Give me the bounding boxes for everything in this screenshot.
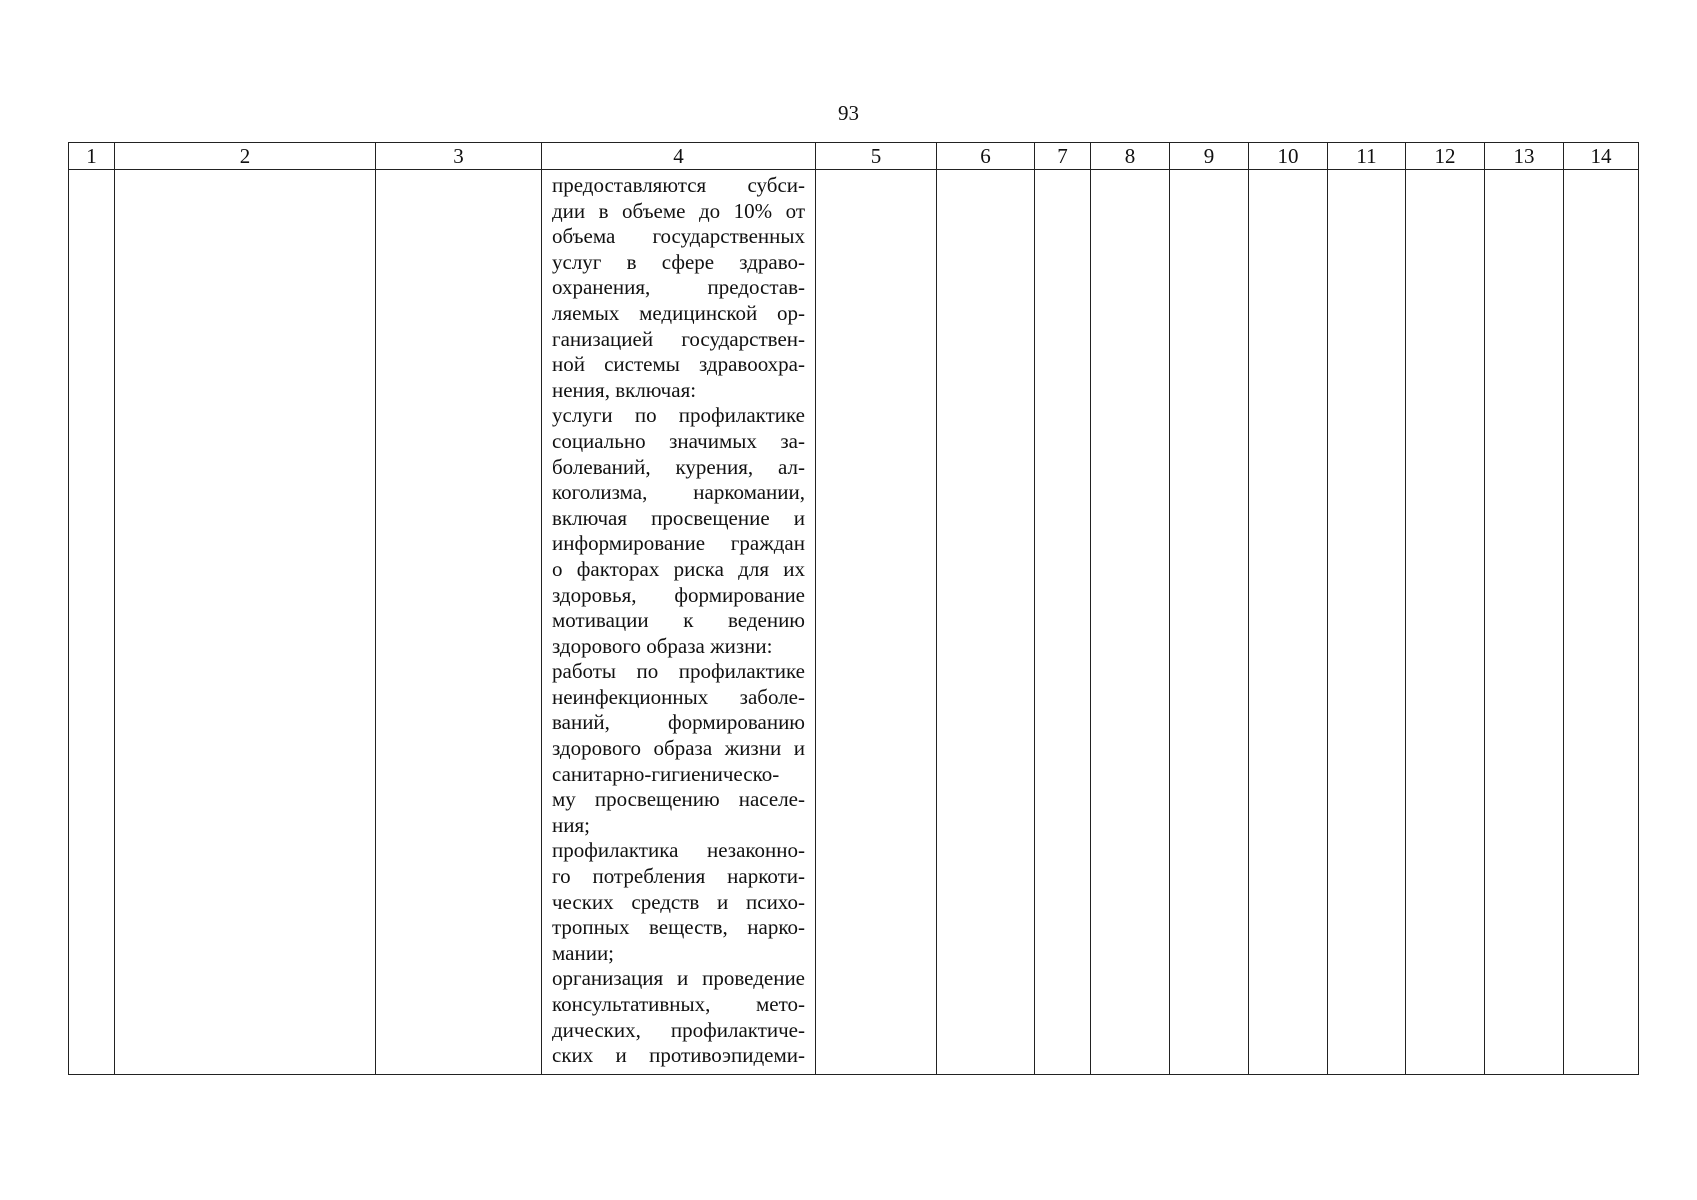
text-line: работы по профилактике [552, 659, 805, 684]
table-cell-col-4 [542, 170, 816, 1075]
text-line: тропных веществ, нарко- [552, 915, 805, 940]
table-cell-col-2 [115, 170, 376, 1075]
text-line: дических, профилактиче- [552, 1017, 805, 1042]
text-line: ческих средств и психо- [552, 889, 805, 914]
text-line: консультативных, мето- [552, 992, 805, 1016]
text-line: услуг в сфере здраво- [552, 249, 805, 274]
table-cell-col-14 [1564, 170, 1639, 1075]
table-cell-col-13 [1485, 170, 1564, 1075]
table-cell-col-6 [937, 170, 1035, 1075]
table-row [69, 170, 1639, 1075]
column-header-3: 3 [376, 143, 542, 170]
text-line: нения, включая: [552, 377, 697, 402]
column-number-row [69, 143, 1639, 170]
column-header-5: 5 [816, 143, 937, 170]
text-line: неинфекционных заболе- [552, 684, 805, 709]
page-number: 93 [838, 101, 859, 125]
table-cell-col-11 [1328, 170, 1406, 1075]
text-line: санитарно-гигиеническо- [552, 761, 780, 786]
text-line: о факторах риска для их [552, 556, 805, 581]
table-cell-col-8 [1091, 170, 1170, 1075]
table-cell-col-12 [1406, 170, 1485, 1075]
table-cell-col-10 [1249, 170, 1328, 1075]
text-line: ния; [552, 812, 590, 837]
text-line: ной системы здравоохра- [552, 352, 805, 377]
column-header-2: 2 [115, 143, 376, 170]
text-line: предоставляются субси- [552, 173, 805, 197]
text-line: мании; [552, 940, 615, 965]
table-cell-col-9 [1170, 170, 1249, 1075]
column-header-8: 8 [1091, 143, 1170, 170]
table-cell-col-7 [1035, 170, 1091, 1075]
table-cell-col-5 [816, 170, 937, 1075]
column-header-1: 1 [69, 143, 115, 170]
text-line: охранения, предостав- [552, 275, 805, 300]
column-header-11: 11 [1328, 143, 1406, 170]
text-line: здорового образа жизни и [552, 736, 805, 761]
text-line: мотивации к ведению [552, 608, 805, 633]
text-line: профилактика незаконно- [552, 838, 805, 863]
column-header-7: 7 [1035, 143, 1091, 170]
text-line: включая просвещение и [552, 505, 805, 530]
text-line: ских и противоэпидеми- [552, 1043, 805, 1068]
table-cell-col-1 [69, 170, 115, 1075]
text-line: социально значимых за- [552, 428, 805, 453]
data-table [68, 142, 1639, 1075]
text-line: го потребления наркоти- [552, 864, 805, 889]
text-line: здорового образа жизни: [552, 633, 773, 658]
column-header-14: 14 [1564, 143, 1639, 170]
text-line: объема государственных [552, 224, 805, 249]
column-header-12: 12 [1406, 143, 1485, 170]
text-line: коголизма, наркомании, [552, 480, 805, 505]
column-header-13: 13 [1485, 143, 1564, 170]
text-line: дии в объеме до 10% от [552, 198, 805, 223]
text-line: здоровья, формирование [552, 582, 805, 607]
column-header-10: 10 [1249, 143, 1328, 170]
text-line: услуги по профилактике [552, 403, 805, 428]
text-line: организация и проведение [552, 966, 805, 991]
cell-text [552, 173, 805, 1069]
table-cell-col-3 [376, 170, 542, 1075]
text-line: болеваний, курения, ал- [552, 454, 805, 479]
column-header-9: 9 [1170, 143, 1249, 170]
text-line: информирование граждан [552, 531, 805, 556]
text-line: ганизацией государствен- [552, 326, 805, 351]
column-header-6: 6 [937, 143, 1035, 170]
text-line: му просвещению населе- [552, 787, 805, 812]
column-header-4: 4 [542, 143, 816, 170]
text-line: ляемых медицинской ор- [552, 300, 805, 325]
text-line: ваний, формированию [552, 710, 805, 735]
